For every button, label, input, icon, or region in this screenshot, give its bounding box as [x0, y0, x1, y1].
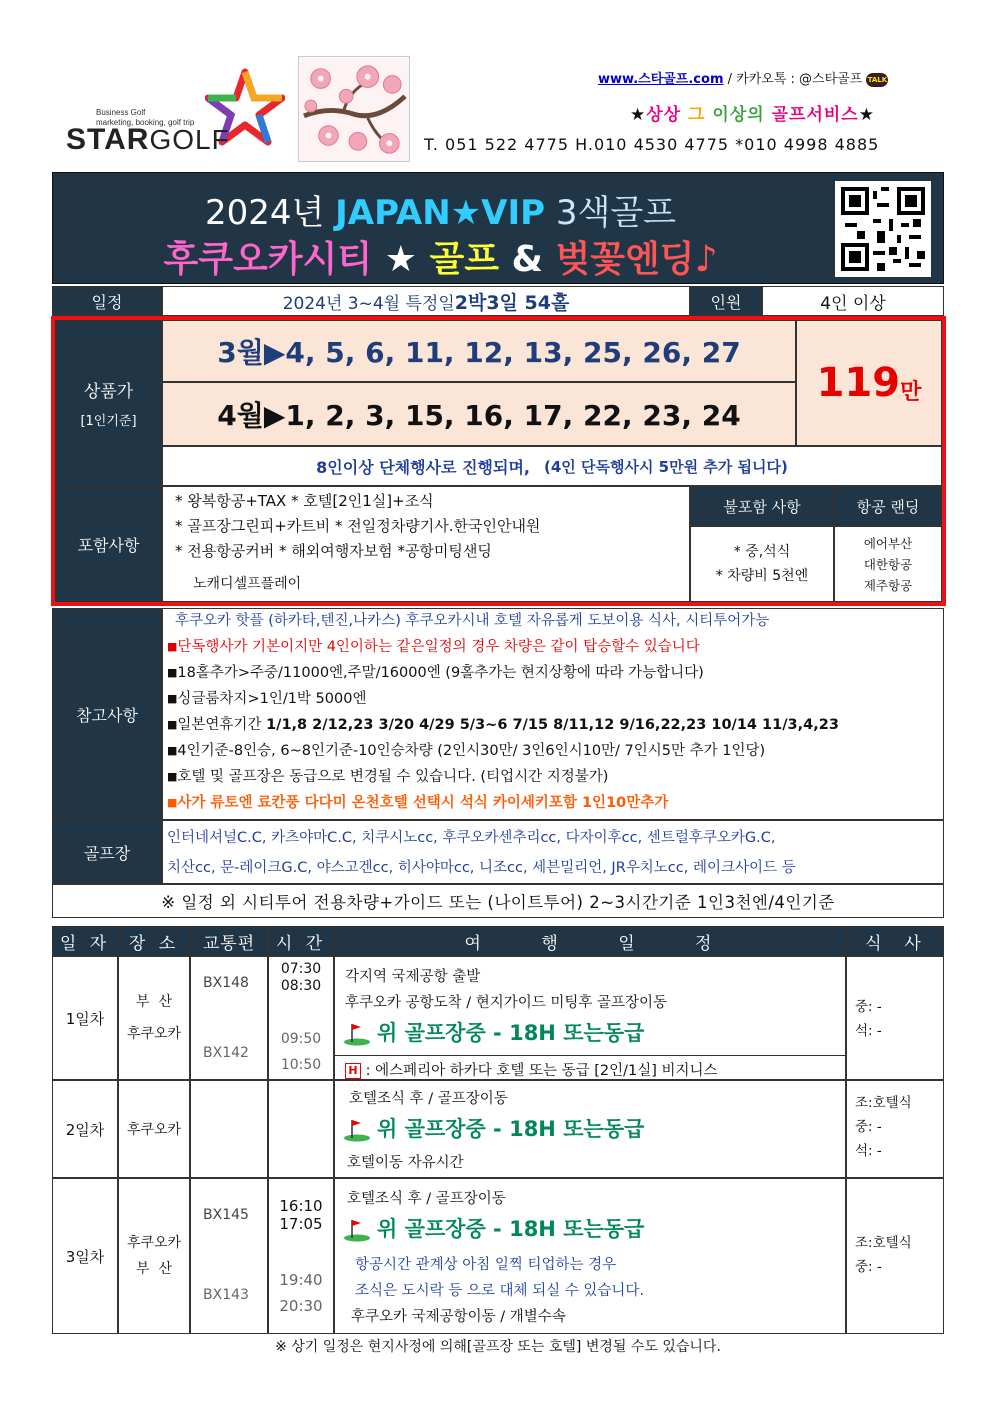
day-3-line-2: 후쿠오카 국제공항이동 / 개별수속 [351, 1309, 566, 1325]
itinerary-header-place: 장 소 [118, 926, 190, 956]
day-1-flight-2: BX142 [203, 1045, 249, 1061]
note-line-8: 사가 류토엔 료칸풍 다다미 온천호텔 선택시 석식 카이세키포함 1인10만추가 [177, 795, 669, 811]
bullet-icon: ■ [167, 744, 178, 757]
contact-phone: T. 051 522 4775 H.010 4530 4775 *010 4998 4885 [424, 135, 880, 154]
day-2-place: 후쿠오카 [118, 1080, 190, 1178]
excluded-label: 불포함 사항 [690, 486, 834, 526]
day-2-meal-dinner: 석: - [855, 1143, 882, 1159]
excluded-line-1: * 중,석식 [733, 544, 791, 560]
included-line-2: * 골프장그린피+카트비 * 전일정차량기사.한국인안내원 [175, 517, 541, 535]
airline-3: 제주항공 [863, 577, 913, 593]
day-3-label: 3일차 [52, 1178, 118, 1334]
brand-logo-text [66, 124, 230, 156]
title-year: 2024년 [204, 193, 336, 233]
slogan-star-right-icon: ★ [858, 105, 875, 125]
price-label [55, 320, 162, 486]
price-number: 119 [816, 360, 901, 406]
golf-flag-icon [343, 1218, 371, 1242]
group-note [162, 446, 942, 486]
contact-web [598, 68, 888, 87]
day-1-label: 1일차 [52, 956, 118, 1080]
logo-tagline-line2: marketing, booking, golf trip [96, 118, 195, 127]
bullet-icon: ■ [167, 770, 178, 783]
day-2-transport [190, 1080, 268, 1178]
schedule-label: 일정 [52, 286, 162, 316]
title-line-2 [53, 231, 828, 282]
price-unit: 만 [900, 379, 922, 405]
day-3-time-1: 16:10 [279, 1197, 323, 1215]
brand-star: STAR [66, 123, 150, 156]
note-line-6: 4인기준-8인승, 6~8인기준-10인승차량 (2인시30만/ 3인6인시10만/ 7인시5만 추가 1인당) [177, 743, 766, 759]
schedule-value [162, 286, 690, 316]
people-value: 4인 이상 [762, 286, 944, 316]
airline-label: 항공 랜딩 [834, 486, 942, 526]
day-1-time-2: 08:30 [280, 978, 322, 994]
itinerary-header-time: 시 간 [268, 926, 334, 956]
day-1-time-1: 07:30 [280, 961, 322, 977]
title-banner [52, 172, 944, 284]
title-star: ★ [372, 239, 430, 280]
day-1-place [118, 956, 190, 1080]
note-line-5-label: 일본연휴기간 [177, 717, 267, 733]
day-2-meal-lunch: 중: - [855, 1119, 882, 1135]
airline-1: 에어부산 [863, 535, 913, 551]
excluded-line-2: * 차량비 5천엔 [715, 568, 809, 584]
courses-label: 골프장 [52, 820, 162, 884]
title-line-1 [53, 185, 828, 234]
note-line-7: 호텔 및 골프장은 동급으로 변경될 수 있습니다. (티업시간 지정불가) [177, 769, 609, 785]
slogan-word-4: 골프서비스 [771, 105, 859, 125]
itinerary-header-transport: 교통편 [190, 926, 268, 956]
itinerary-header-day: 일 자 [52, 926, 118, 956]
price-label-sub: [1인기준] [80, 414, 137, 429]
schedule-duration: 2박3일 54홀 [454, 291, 570, 314]
day-1-time-3: 09:50 [280, 1031, 322, 1047]
title-japan-vip: JAPAN★VIP [335, 193, 546, 233]
day-1-place-1: 부 산 [136, 994, 172, 1010]
slogan-word-1: 상상 [646, 105, 682, 125]
title-three-color: 3색골프 [545, 193, 677, 233]
slogan [630, 100, 875, 125]
note-line-4: 싱글룸차지>1인/1박 5000엔 [177, 691, 367, 707]
people-label: 인원 [690, 286, 762, 316]
included-list [162, 486, 690, 602]
day-3-meal-breakfast: 조:호텔식 [855, 1235, 912, 1251]
qr-code-icon[interactable] [835, 181, 931, 277]
day-1-golf [343, 1017, 644, 1047]
airline-list [834, 526, 942, 602]
day-1-hotel-text: : 에스페리아 하카다 호텔 또는 동급 [2인/1실] 비지니스 [361, 1063, 718, 1079]
day-3-time-4: 20:30 [279, 1297, 323, 1315]
day-3-meal-lunch: 중: - [855, 1259, 882, 1275]
brand-golf: GOLF [149, 124, 230, 155]
day-3-meals [846, 1178, 944, 1334]
day-3-flight-1: BX145 [203, 1207, 249, 1223]
itinerary-header-schedule: 여 행 일 정 [334, 926, 846, 956]
slogan-word-2: 그 [688, 105, 706, 125]
title-golf: 골프 [429, 239, 499, 280]
day-1-flight-1: BX148 [203, 975, 249, 991]
day-1-transport [190, 956, 268, 1080]
day-3-schedule [334, 1178, 846, 1334]
included-line-1: * 왕복항공+TAX * 호텔[2인1실]+조식 [175, 492, 434, 510]
day-2-schedule [334, 1080, 846, 1178]
courses-line-2: 치산cc, 문-레이크G.C, 야스고겐cc, 히사야마cc, 니조cc, 세븐밀리언, JR우치노cc, 레이크사이드 등 [167, 860, 796, 876]
bullet-icon: ■ [167, 640, 178, 653]
day-1-line-2: 후쿠오카 공항도착 / 현지가이드 미팅후 골프장이동 [345, 995, 668, 1011]
day-1-time [268, 956, 334, 1080]
april-dates: 4월▶1, 2, 3, 15, 16, 17, 22, 23, 24 [162, 382, 796, 446]
day-2-line-1: 호텔조식 후 / 골프장이동 [349, 1091, 508, 1107]
golf-flag-icon [343, 1118, 371, 1142]
price-label-main: 상품가 [83, 382, 134, 402]
schedule-date: 2024년 3~4월 특정일 [282, 293, 455, 314]
day-3-flight-2: BX143 [203, 1287, 249, 1303]
slogan-word-3: 이상의 [712, 105, 765, 125]
included-line-3: * 전용항공커버 * 해외여행자보험 *공항미팅샌딩 [175, 542, 492, 560]
group-note-b: (4인 단독행사시 5만원 추가 됩니다) [543, 457, 788, 476]
kakao-id: / 카카오톡 : @스타골프 [723, 72, 863, 87]
day-1-schedule [334, 956, 846, 1080]
golf-flag-icon [343, 1022, 371, 1046]
day-3-line-1: 호텔조식 후 / 골프장이동 [347, 1191, 506, 1207]
day-3-transport [190, 1178, 268, 1334]
day-2-label: 2일차 [52, 1080, 118, 1178]
notes-list [162, 608, 944, 820]
slogan-star-left-icon: ★ [630, 105, 647, 125]
group-note-a: 8인이상 단체행사로 진행되며, [316, 457, 530, 477]
title-amp: & [499, 239, 556, 280]
hotel-icon: H [345, 1063, 361, 1079]
day-2-line-2: 호텔이동 자유시간 [347, 1155, 464, 1171]
day-1-place-2: 후쿠오카 [126, 1026, 182, 1042]
day-2-meals [846, 1080, 944, 1178]
excluded-list [690, 526, 834, 602]
note-line-2: 단독행사가 기본이지만 4인이하는 같은일정의 경우 차량은 같이 탑승할수 있습니다 [177, 639, 700, 655]
price-amount [796, 320, 942, 446]
bullet-icon: ■ [167, 796, 178, 809]
courses-line-1: 인터네셔널C.C, 카츠야마C.C, 치쿠시노cc, 후쿠오카센추리cc, 다자이후cc, 센트럴후쿠오카G.C, [167, 830, 776, 846]
day-1-meals [846, 956, 944, 1080]
march-dates: 3월▶4, 5, 6, 11, 12, 13, 25, 26, 27 [162, 320, 796, 382]
day-3-place-1: 후쿠오카 [126, 1235, 182, 1251]
note-line-3: 18홀추가>주중/11000엔,주말/16000엔 (9홀추가는 현지상황에 따라 가능합니다) [177, 665, 704, 681]
day-3-time-3: 19:40 [279, 1271, 323, 1289]
day-3-golf [343, 1213, 644, 1243]
included-extra: 노캐디셀프플레이 [193, 576, 302, 592]
footer-note: ※ 상기 일정은 현지사정에 의해[골프장 또는 호텔] 변경될 수도 있습니다. [275, 1339, 721, 1355]
day-2-meal-breakfast: 조:호텔식 [855, 1095, 912, 1111]
bullet-icon: ■ [167, 692, 178, 705]
title-city: 후쿠오카시티 [163, 239, 373, 280]
day-3-note-1: 항공시간 관계상 아침 일찍 티업하는 경우 [355, 1257, 617, 1273]
day-3-time [268, 1178, 334, 1334]
day-3-place [118, 1178, 190, 1334]
bullet-icon: ■ [167, 718, 178, 731]
day-1-hotel [345, 1059, 718, 1080]
kakao-talk-icon: TALK [866, 73, 888, 87]
airline-2: 대한항공 [863, 556, 913, 572]
courses-list [162, 820, 944, 884]
day-1-golf-text: 위 골프장중 - 18H 또는동급 [377, 1021, 645, 1045]
day-2-golf-text: 위 골프장중 - 18H 또는동급 [377, 1117, 645, 1141]
day-3-golf-text: 위 골프장중 - 18H 또는동급 [377, 1217, 645, 1241]
bullet-icon: ■ [167, 666, 178, 679]
notes-label: 참고사항 [52, 608, 162, 820]
cherry-blossom-icon [298, 56, 410, 162]
day-2-time [268, 1080, 334, 1178]
day-1-divider [335, 1055, 845, 1056]
included-label: 포함사항 [55, 486, 162, 602]
day-3-place-2: 부 산 [136, 1261, 172, 1277]
title-blossom: 벚꽃엔딩♪ [555, 239, 718, 280]
day-1-meal-lunch: 중: - [855, 999, 882, 1015]
note-line-1: 후쿠오카 핫플 (하카타,텐진,나카스) 후쿠오카시내 호텔 자유롭게 도보이용 식사, 시티투어가능 [175, 613, 770, 629]
city-tour-note: ※ 일정 외 시티투어 전용차량+가이드 또는 (나이트투어) 2~3시간기준 1인3천엔/4인기준 [52, 884, 944, 918]
day-1-meal-dinner: 석: - [855, 1023, 882, 1039]
day-3-time-2: 17:05 [279, 1215, 323, 1233]
day-2-golf [343, 1113, 644, 1143]
logo-tagline-line1: Business Golf [96, 108, 146, 117]
day-1-line-1: 각지역 국제공항 출발 [345, 969, 481, 985]
website-link[interactable]: www.스타골프.com [598, 72, 724, 87]
day-3-note-2: 조식은 도시락 등 으로 대체 되실 수 있습니다. [355, 1283, 644, 1299]
itinerary-header-meals: 식 사 [846, 926, 944, 956]
note-line-5-dates: 1/1,8 2/12,23 3/20 4/29 5/3~6 7/15 8/11,12 9/16,22,23 10/14 11/3,4,23 [266, 717, 839, 733]
day-1-time-4: 10:50 [280, 1057, 322, 1073]
